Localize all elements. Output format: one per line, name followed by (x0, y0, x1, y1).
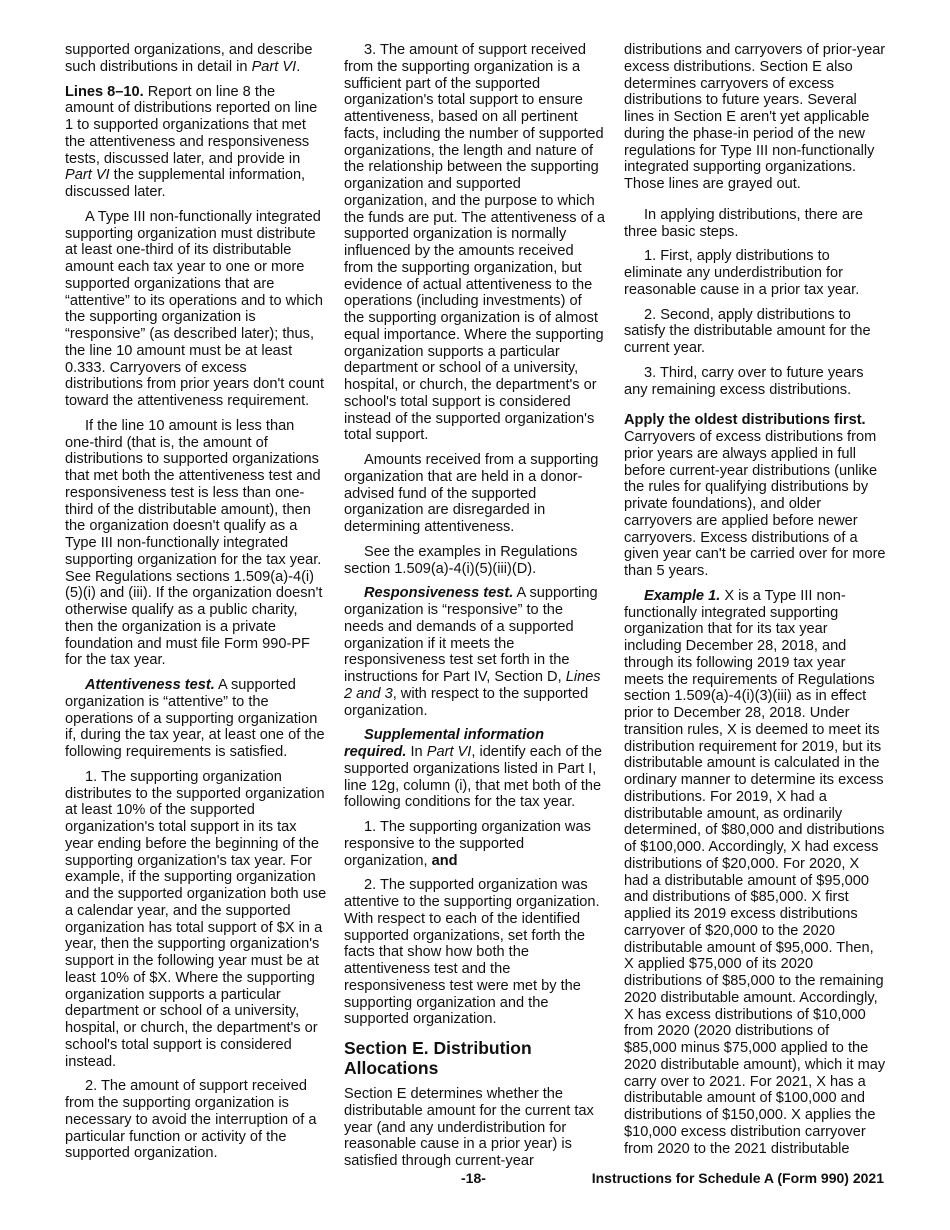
section-e-heading: Section E. Distribution Allocations (344, 1038, 532, 1078)
paragraph-supplemental-information: Supplemental information required. In Part VI, identify each of the supported organizations listed in Part I, line 12g, column (i), that met both of the following conditions for the tax year. (344, 727, 602, 811)
paragraph: Amounts received from a supporting organization that are held in a donor-advised fund of the supported organization are disregarded in determining attentiveness. (344, 452, 599, 535)
paragraph: A Type III non-functionally integrated supporting organization must distribute at least one-third of its distributable amount each tax year to one or more supported organizations that are “attentive” to its operations and to which the supporting organization is “responsive” (as described later); thus, the line 10 amount must be at least 0.333. Carryovers of excess distributions from prior years don't count toward the attentiveness requirement. (65, 208, 325, 409)
paragraph: distributions and carryovers of prior-year excess distributions. Section E also determines carryovers of excess distributions to future years. Several lines in Section E aren't yet applicable during the phase-in period of the new regulations for Type III non-functionally integrated supporting organizations. Those lines are grayed out. (624, 42, 886, 192)
column-1 (65, 42, 327, 1170)
list-item: 1. First, apply distributions to eliminate any underdistribution for reasonable cause in a prior tax year. (624, 248, 860, 298)
column-2 (344, 42, 606, 1178)
paragraph: If the line 10 amount is less than one-third (that is, the amount of distributions to supported organizations that met both the attentiveness test and responsiveness test is less than one-third of the distributable amount), then the organization doesn't qualify as a Type III non-functionally integrated supporting organization for the tax year. See Regulations sections 1.509(a)-4(i)(5)(i) and (iii). If the organization doesn't otherwise qualify as a public charity, then the organization is a private foundation and must file Form 990-PF for the tax year. (65, 417, 323, 669)
page-number: -18- (461, 1170, 486, 1186)
list-item: 3. The amount of support received from the supporting organization is a sufficient part of the supported organization's total support to ensure attentiveness, based on all pertinent facts, including the number of supported organizations, the length and nature of the relationship between the supporting organization and supported organization, and the purpose to which the funds are put. The attentiveness of a supported organization is normally influenced by the amounts received from the supporting organization, but evidence of actual attentiveness to the operations (including investments) of the supporting organization is of almost equal importance. Where the supporting organization supports a particular department or school of a university, hospital, or church, the department's or school's total support is considered instead of the supported organization's total support. (344, 42, 605, 444)
footer-title: Instructions for Schedule A (Form 990) 2021 (591, 1170, 884, 1186)
paragraph: In applying distributions, there are three basic steps. (624, 206, 864, 240)
paragraph: supported organizations, and describe such distributions in detail in Part VI. (65, 42, 313, 75)
paragraph: Section E determines whether the distributable amount for the current tax year (and any underdistribution for reasonable cause in a prior year) is satisfied through current-year (344, 1086, 594, 1169)
column-3 (624, 42, 886, 1165)
list-item: 1. The supporting organization distributes to the supported organization at least 10% of the supported organization's total support in its tax year ending before the beginning of the supporting organization's tax year. For example, if the supporting organization and the supported organization both use a calendar year, and the supported organization has total support of $X in a year, then the supporting organization's support in the following year must be at least 10% of $X. Where the supporting organization supports a particular department or school of a university, hospital, or church, the department's or school's total support is considered instead. (65, 768, 327, 1070)
paragraph-example-1: Example 1. X is a Type III non-functionally integrated supporting organization that for its tax year including December 28, 2018, and through its following 2019 tax year meets the requirements of Regulations section 1.509(a)-4(i)(3)(iii) as in effect prior to December 28, 2018. Under transition rules, X is deemed to meet its distribution requirement for 2019, but its distributable amount is calculated in the ordinary manner to determine its excess distributions. For 2019, X had a distributable amount, as ordinarily determined, of $80,000 and distributions of $100,000. Accordingly, X had excess distributions of $20,000. For 2020, X had a distributable amount of $95,000 and distributions of $85,000. X first applied its 2019 excess distributions carryover of $20,000 to the 2020 distributable amount of $95,000. Then, X applied $75,000 of its 2020 distributions of $85,000 to the remaining 2020 distributable amount. Accordingly, X has excess distributions of $10,000 from 2020 (2020 distributions of $85,000 minus $75,000 applied to the 2020 distributable amount), which it may carry over to 2021. For 2021, X has a distributable amount of $100,000 and distributions of $150,000. X applies the $10,000 excess distribution carryover from 2020 to the 2021 distributable (624, 587, 886, 1157)
list-item: 1. The supporting organization was responsive to the supported organization, and (344, 819, 591, 869)
list-item: 2. The supported organization was attentive to the supporting organization. With respect to each of the identified supported organizations, set forth the facts that show how both the attentiveness test and the responsiveness test were met by the supporting organization and the supported organization. (344, 877, 600, 1028)
list-item: 2. The amount of support received from the supporting organization is necessary to avoid the interruption of a particular function or activity of the supported organization. (65, 1078, 317, 1162)
paragraph: See the examples in Regulations section 1.509(a)-4(i)(5)(iii)(D). (344, 543, 578, 577)
paragraph-attentiveness-test: Attentiveness test. A supported organization is “attentive” to the operations of a supporting organization if, during the tax year, at least one of the following requirements is satisfied. (65, 677, 325, 760)
paragraph-apply-oldest-distributions: Apply the oldest distributions first. Carryovers of excess distributions from prior years are always applied in full before current-year distributions (unlike the rules for qualifying distributions by private foundations), and older carryovers are applied before newer carryovers. Excess distributions of a given year can't be carried over for more than 5 years. (624, 412, 886, 579)
paragraph-responsiveness-test: Responsiveness test. A supporting organization is “responsive” to the needs and demands of a supported organization if it meets the responsiveness test set forth in the instructions for Part IV, Section D, Lines 2 and 3, with respect to the supported organization. (344, 585, 601, 719)
list-item: 3. Third, carry over to future years any remaining excess distributions. (624, 364, 864, 398)
paragraph-lines-8-10: Lines 8–10. Report on line 8 the amount of distributions reported on line 1 to supported organizations that met the attentiveness and responsiveness tests, discussed later, and provide in Part VI the supplemental information, discussed later. (65, 83, 318, 200)
list-item: 2. Second, apply distributions to satisfy the distributable amount for the current year. (624, 306, 871, 356)
